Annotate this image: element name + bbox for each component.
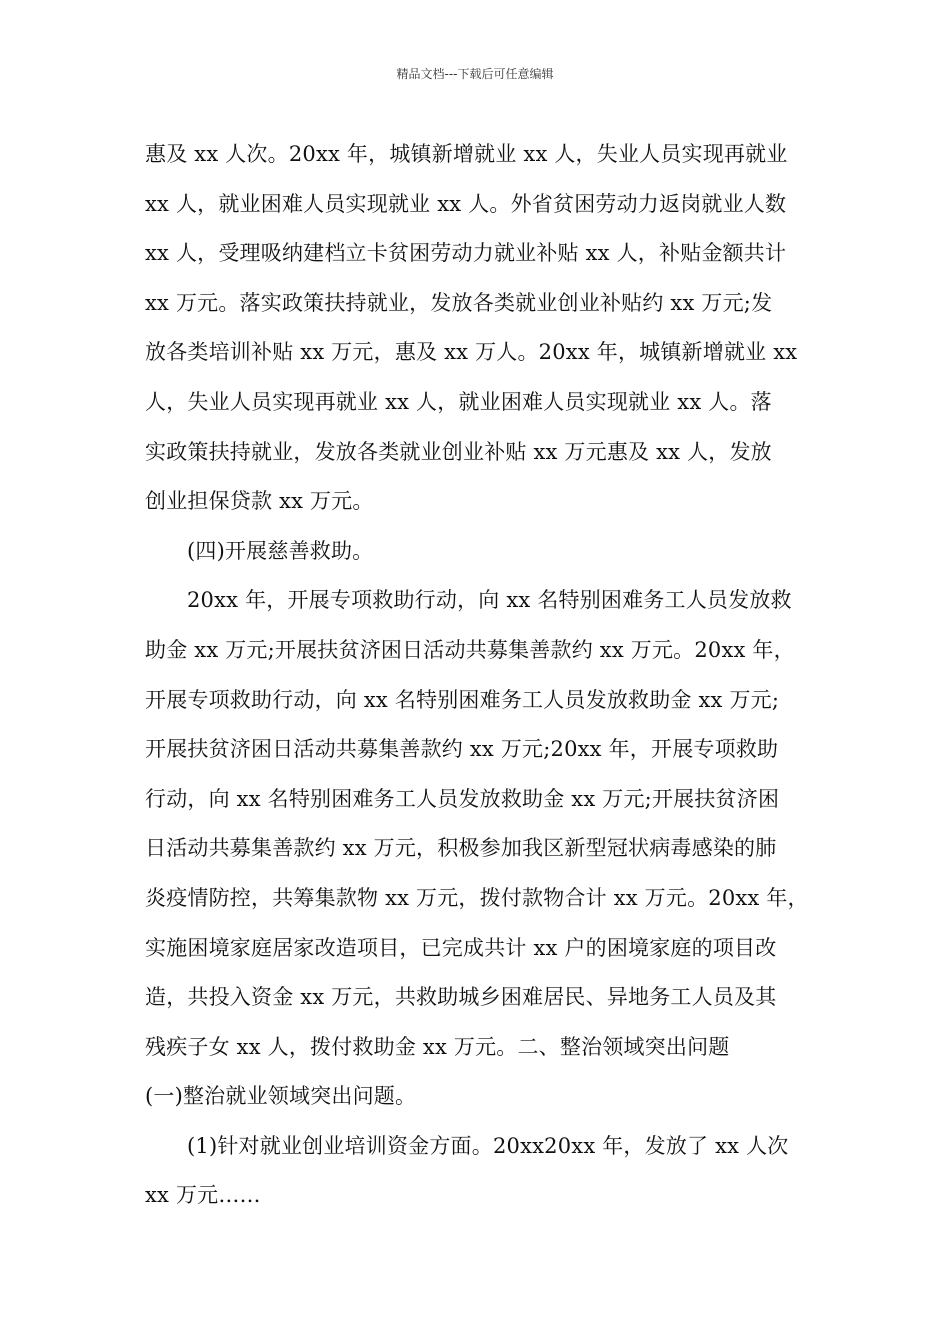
text-line: 残疾子女 xx 人，拨付救助金 xx 万元。二、整治领域突出问题 (145, 1034, 730, 1059)
text-line: 创业担保贷款 xx 万元。 (145, 489, 374, 514)
page-header: 精品文档---下载后可任意编辑 (396, 67, 554, 81)
text-line: 日活动共募集善款约 xx 万元，积极参加我区新型冠状病毒感染的肺 (145, 836, 777, 861)
text-line: xx 万元。落实政策扶持就业，发放各类就业创业补贴约 xx 万元;发 (145, 290, 773, 315)
text-line: 20xx 年，开展专项救助行动，向 xx 名特别困难务工人员发放救 (187, 588, 792, 613)
section-heading: (四)开展慈善救助。 (187, 538, 374, 563)
text-line: 实政策扶持就业，发放各类就业创业补贴 xx 万元惠及 xx 人，发放 (145, 439, 772, 464)
text-line: 惠及 xx 人次。20xx 年，城镇新增就业 xx 人，失业人员实现再就业 (145, 142, 788, 166)
text-line: xx 万元…… (145, 1183, 261, 1208)
text-line: 造，共投入资金 xx 万元，共救助城乡困难居民、异地务工人员及其 (145, 985, 777, 1010)
text-line: 放各类培训补贴 xx 万元，惠及 xx 万人。20xx 年，城镇新增就业 xx (145, 340, 798, 365)
text-line: (1)针对就业创业培训资金方面。20xx20xx 年，发放了 xx 人次 (187, 1133, 789, 1158)
document-body (145, 130, 815, 1221)
text-line: xx 人，受理吸纳建档立卡贫困劳动力就业补贴 xx 人，补贴金额共计 (145, 241, 787, 266)
text-line: 行动，向 xx 名特别困难务工人员发放救助金 xx 万元;开展扶贫济困 (145, 786, 780, 811)
section-heading: (一)整治就业领域突出问题。 (145, 1084, 417, 1109)
text-line: 实施困境家庭居家改造项目，已完成共计 xx 户的困境家庭的项目改 (145, 935, 777, 960)
text-line: 开展扶贫济困日活动共募集善款约 xx 万元;20xx 年，开展专项救助 (145, 737, 779, 762)
text-line: 开展专项救助行动，向 xx 名特别困难务工人员发放救助金 xx 万元; (145, 687, 780, 712)
text-line: 人，失业人员实现再就业 xx 人，就业困难人员实现就业 xx 人。落 (145, 389, 772, 414)
text-line: xx 人，就业困难人员实现就业 xx 人。外省贫困劳动力返岗就业人数 (145, 191, 787, 216)
text-line: 助金 xx 万元;开展扶贫济困日活动共募集善款约 xx 万元。20xx 年， (145, 637, 795, 662)
text-line: 炎疫情防控，共筹集款物 xx 万元，拨付款物合计 xx 万元。20xx 年， (145, 885, 809, 910)
